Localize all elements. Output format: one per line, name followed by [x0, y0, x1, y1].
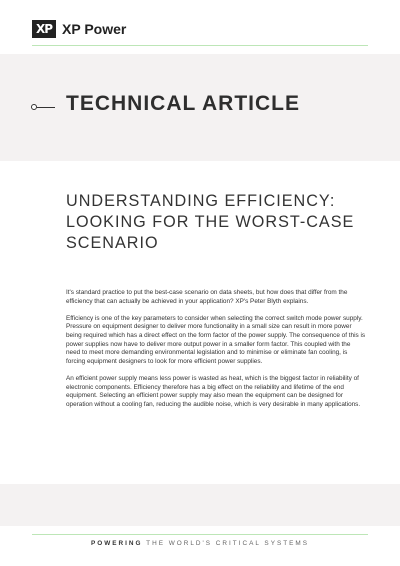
- pin-icon: [31, 103, 55, 111]
- article-title: UNDERSTANDING EFFICIENCY: LOOKING FOR THE WORST-CASE SCENARIO: [66, 192, 355, 252]
- footer-tagline: [0, 540, 400, 547]
- header-divider: [32, 45, 368, 46]
- article-body: [66, 289, 366, 418]
- paragraph-intro: It's standard practice to put the best-case scenario on data sheets, but how does that differ from the efficiency that can actually be achieved in your application? XP's Peter Blyth explains.: [66, 289, 348, 305]
- page-header: [0, 0, 400, 50]
- tagline-rest: THE WORLD'S CRITICAL SYSTEMS: [142, 540, 309, 547]
- paragraph-heat: An efficient power supply means less power is wasted as heat, which is the biggest factor in reliability of electronic components. Efficiency therefore has a big effect on the reliability and lifetime of the end equipment. Selecting an efficient power supply may also mean the equipment can be designed for operation without a cooling fan, reducing the audible noise, which is very desirable in many applications.: [66, 374, 361, 408]
- tagline-strong: POWERING: [91, 540, 143, 547]
- footer-band: [0, 484, 400, 526]
- pin-line: [37, 107, 55, 108]
- paragraph-efficiency: Efficiency is one of the key parameters to consider when selecting the correct switch mode power supply. Pressure on equipment designer to deliver more functionality in a small size can result in more power being required which has a direct effect on the form factor of the power supply. The consequence of this is power supplies now have to deliver more output power in a smaller form factor. This coupled with the need to meet more demanding environmental legislation and to minimise or eliminate fan cooling, is forcing equipment designers to look for more efficient power supplies.: [66, 314, 366, 365]
- section-title: TECHNICAL ARTICLE: [66, 92, 300, 115]
- brand-name: XP Power: [62, 21, 127, 37]
- footer-divider: [32, 534, 368, 535]
- xp-logo-mark: XP: [32, 20, 56, 38]
